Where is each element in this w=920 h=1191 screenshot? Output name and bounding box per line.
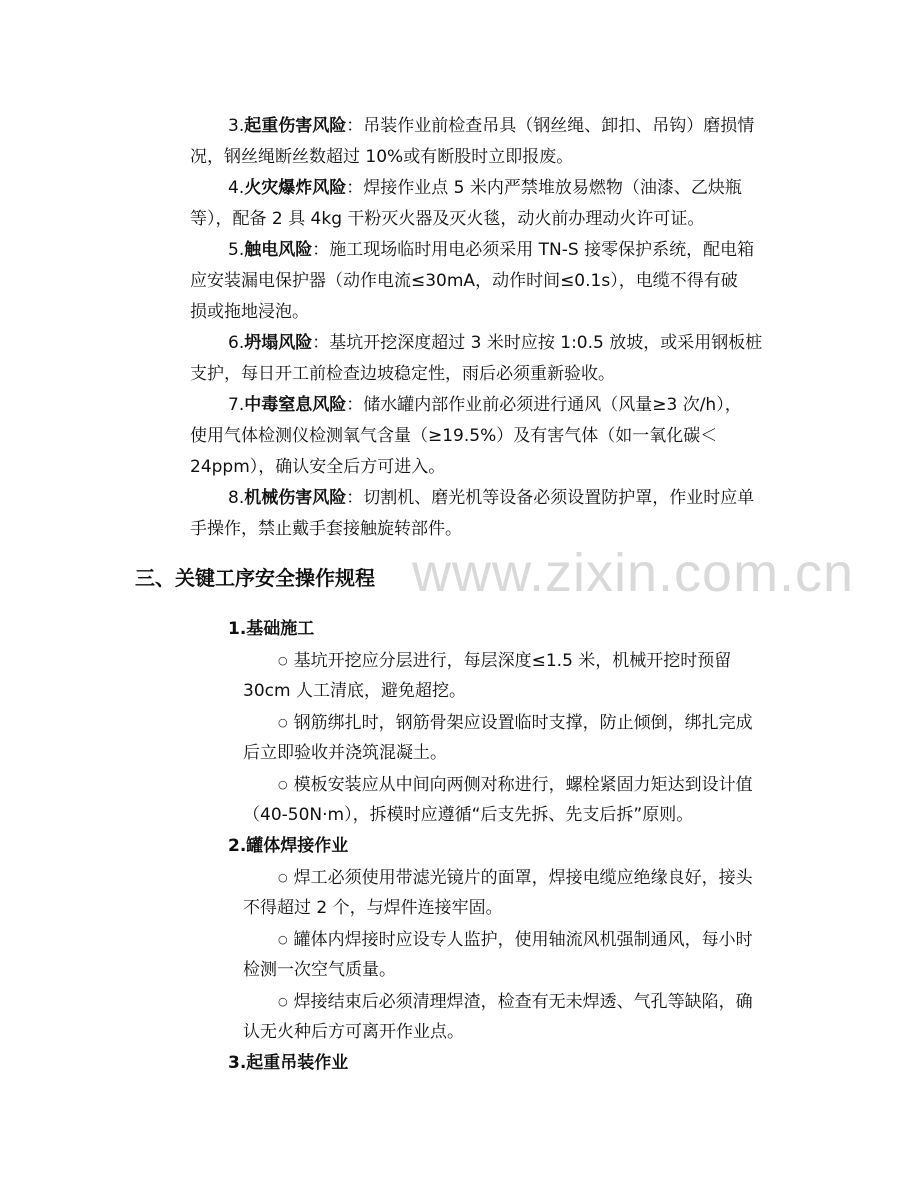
section-heading: 三、关键工序安全操作规程 (135, 566, 375, 590)
risk-item-6-line2: 支护，每日开工前检查边坡稳定性，雨后必须重新验收。 (190, 364, 615, 384)
bullet-line2: 认无火种后方可离开作业点。 (243, 1022, 464, 1042)
circle-bullet-icon: ○ (278, 654, 288, 667)
risk-text: ：焊接作业点 5 米内严禁堆放易燃物（油漆、乙炔瓶 (346, 178, 742, 198)
risk-item-3-line1 (228, 111, 754, 142)
risk-number: 5. (228, 240, 245, 260)
risk-item-5-line1 (228, 235, 754, 266)
risk-item-8-line1 (228, 483, 754, 514)
risk-title: 机械伤害风险 (244, 488, 347, 508)
bullet-line2: 30cm 人工清底，避免超挖。 (243, 681, 466, 701)
bullet-line2: 检测一次空气质量。 (243, 960, 396, 980)
circle-bullet-icon: ○ (278, 716, 288, 729)
bullet-text: 钢筋绑扎时，钢筋骨架应设置临时支撑，防止倾倒，绑扎完成 (293, 713, 753, 733)
risk-text: ：基坑开挖深度超过 3 米时应按 1:0.5 放坡，或采用钢板桩 (312, 333, 763, 353)
risk-number: 6. (228, 333, 245, 353)
bullet-line2: （40-50N·m），拆模时应遵循“后支先拆、先支后拆”原则。 (243, 805, 694, 825)
risk-number: 4. (228, 178, 245, 198)
risk-title: 坍塌风险 (244, 333, 313, 353)
risk-number: 7. (228, 395, 245, 415)
risk-item-5-line2: 应安装漏电保护器（动作电流≤30mA，动作时间≤0.1s），电缆不得有破 (190, 271, 738, 291)
risk-number: 8. (228, 488, 245, 508)
risk-item-5-line3: 损或拖地浸泡。 (190, 302, 309, 322)
risk-item-7-line3: 24ppm），确认安全后方可进入。 (190, 457, 446, 477)
bullet-line1 (278, 862, 753, 894)
procedure-number: 3. (228, 1053, 247, 1073)
circle-bullet-icon: ○ (278, 995, 288, 1008)
bullet-text: 罐体内焊接时应设专人监护，使用轴流风机强制通风，每小时 (293, 930, 753, 950)
procedure-number: 1. (228, 619, 247, 639)
risk-item-3-line2: 况，钢丝绳断丝数超过 10%或有断股时立即报废。 (190, 147, 574, 167)
circle-bullet-icon: ○ (278, 778, 288, 791)
procedure-title: 罐体焊接作业 (246, 836, 349, 856)
procedure-2-heading (228, 831, 348, 862)
risk-item-4-line2: 等），配备 2 具 4kg 干粉灭火器及灭火毯，动火前办理动火许可证。 (190, 209, 705, 229)
risk-number: 3. (228, 116, 245, 136)
risk-title: 触电风险 (244, 240, 313, 260)
risk-item-7-line1 (228, 390, 742, 421)
risk-item-6-line1 (228, 328, 762, 359)
procedure-number: 2. (228, 836, 247, 856)
risk-text: ：切割机、磨光机等设备必须设置防护罩，作业时应单 (346, 488, 755, 508)
bullet-text: 焊接结束后必须清理焊渣，检查有无未焊透、气孔等缺陷，确 (293, 992, 753, 1012)
risk-text: ：储水罐内部作业前必须进行通风（风量≥3 次/h）， (346, 395, 742, 415)
procedure-3-heading (228, 1048, 348, 1079)
risk-title: 中毒窒息风险 (244, 395, 347, 415)
bullet-text: 焊工必须使用带滤光镜片的面罩，焊接电缆应绝缘良好，接头 (293, 868, 753, 888)
risk-item-8-line2: 手操作，禁止戴手套接触旋转部件。 (190, 519, 462, 539)
procedure-1-heading (228, 614, 314, 645)
watermark: www.zixin.com.cn (412, 543, 855, 603)
risk-title: 火灾爆炸风险 (244, 178, 347, 198)
circle-bullet-icon: ○ (278, 871, 288, 884)
risk-item-4-line1 (228, 173, 742, 204)
procedure-title: 基础施工 (246, 619, 315, 639)
bullet-line2: 不得超过 2 个，与焊件连接牢固。 (243, 898, 503, 918)
risk-text: ：吊装作业前检查吊具（钢丝绳、卸扣、吊钩）磨损情 (346, 116, 755, 136)
bullet-line1 (278, 924, 753, 956)
bullet-text: 模板安装应从中间向两侧对称进行，螺栓紧固力矩达到设计值 (293, 775, 753, 795)
risk-item-7-line2: 使用气体检测仪检测氧气含量（≥19.5%）及有害气体（如一氧化碳＜ (190, 426, 718, 446)
bullet-line2: 后立即验收并浇筑混凝土。 (243, 743, 447, 763)
procedure-title: 起重吊装作业 (246, 1053, 349, 1073)
bullet-line1 (278, 707, 753, 739)
risk-text: ：施工现场临时用电必须采用 TN-S 接零保护系统，配电箱 (312, 240, 755, 260)
circle-bullet-icon: ○ (278, 933, 288, 946)
bullet-line1 (278, 769, 753, 801)
bullet-text: 基坑开挖应分层进行，每层深度≤1.5 米，机械开挖时预留 (293, 651, 732, 671)
bullet-line1 (278, 645, 731, 677)
risk-title: 起重伤害风险 (244, 116, 347, 136)
bullet-line1 (278, 986, 753, 1018)
